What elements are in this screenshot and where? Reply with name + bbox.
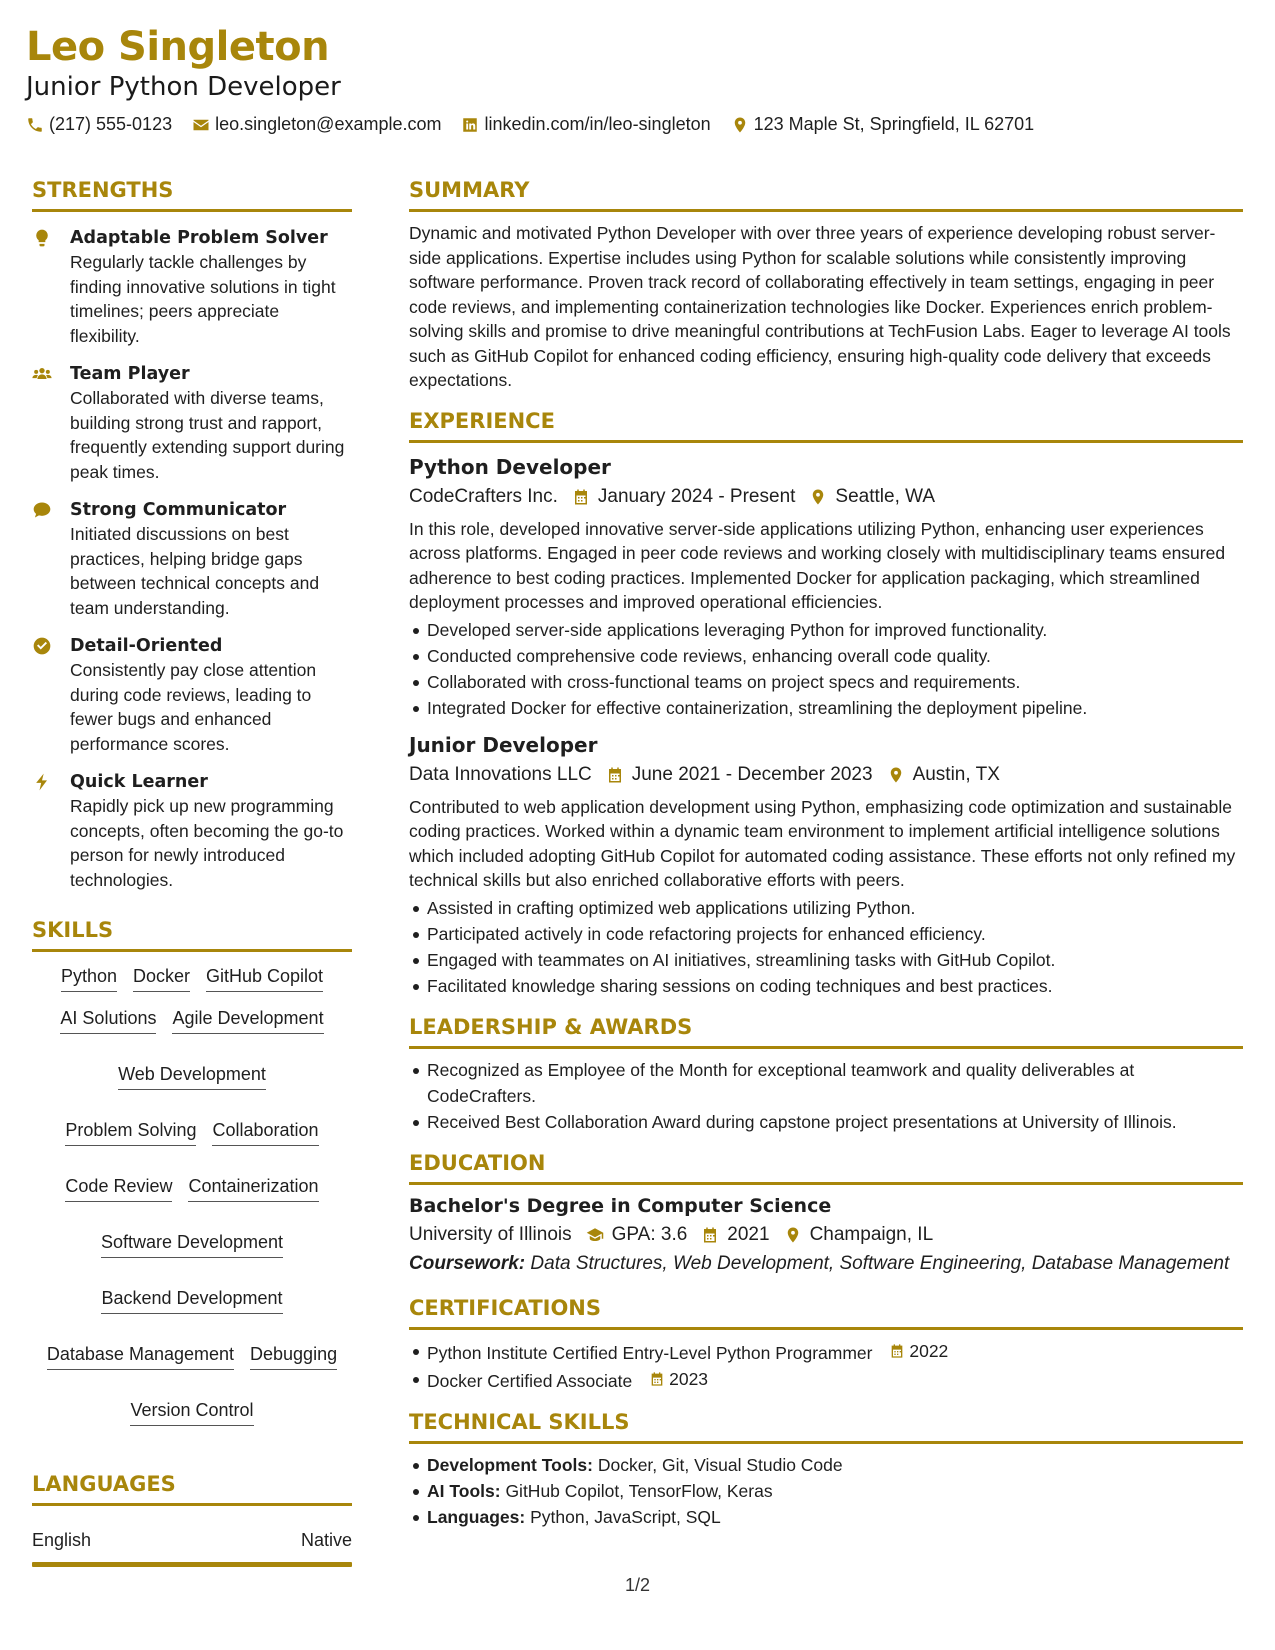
technical-skills-list	[409, 1452, 1243, 1530]
education-meta	[409, 1221, 1243, 1249]
email-text[interactable]: leo.singleton@example.com	[215, 114, 442, 134]
gpa: GPA: 3.6	[611, 1223, 688, 1245]
contact-linkedin[interactable]	[461, 114, 710, 135]
job-meta	[409, 761, 1243, 789]
skill-tag: Collaboration	[212, 1118, 318, 1146]
language-name: English	[32, 1530, 92, 1550]
map-pin-icon	[784, 1226, 802, 1244]
skill-tag: AI Solutions	[60, 1006, 156, 1034]
education-heading: EDUCATION	[409, 1149, 1243, 1185]
skill-tag: Backend Development	[101, 1286, 282, 1314]
phone-text: (217) 555-0123	[49, 114, 173, 134]
contact-address	[731, 114, 1035, 135]
skill-tag: Agile Development	[172, 1006, 323, 1034]
list-item	[409, 1366, 1243, 1394]
calendar-icon	[649, 1371, 665, 1387]
calendar-icon	[889, 1343, 905, 1359]
skills-list	[32, 964, 352, 1426]
strength-title: Strong Communicator	[70, 500, 287, 520]
school-location: Champaign, IL	[809, 1223, 934, 1245]
cert-date	[889, 1338, 948, 1364]
page-number: 1/2	[624, 1575, 651, 1595]
skill-tag: Software Development	[101, 1230, 283, 1258]
lightbulb-icon	[32, 228, 52, 248]
strength-item	[32, 498, 352, 620]
strength-title: Adaptable Problem Solver	[70, 228, 328, 248]
list-item: Collaborated with cross-functional teams on project specs and requirements.	[409, 669, 1243, 695]
cert-name: Python Institute Certified Entry-Level Python Programmer	[427, 1342, 873, 1363]
skill-tag: Code Review	[65, 1174, 172, 1202]
language-level: Native	[300, 1530, 352, 1550]
skill-tag: Docker	[133, 964, 190, 992]
experience-heading: EXPERIENCE	[409, 407, 1243, 443]
list-item: Engaged with teammates on AI initiatives, streamlining tasks with GitHub Copilot.	[409, 947, 1243, 973]
linkedin-text[interactable]: linkedin.com/in/leo-singleton	[484, 114, 711, 134]
strength-item	[32, 634, 352, 756]
list-item	[409, 1338, 1243, 1366]
list-item: Conducted comprehensive code reviews, enhancing overall code quality.	[409, 643, 1243, 669]
list-item: Received Best Collaboration Award during capstone project presentations at University of Illinois.	[409, 1109, 1243, 1135]
contact-bar	[26, 114, 1246, 135]
skill-tag: GitHub Copilot	[206, 964, 323, 992]
job-description: In this role, developed innovative server-side applications utilizing Python, enhancing user experiences across platforms. Engaged in peer code reviews and working closely with multidisciplinary teams ensured adherence to best coding practices. Implemented Docker for application packaging, which streamlined deployment processes and improved operational efficiencies.	[409, 518, 1226, 612]
envelope-icon	[192, 116, 210, 134]
strength-desc: Regularly tackle challenges by finding innovative solutions in tight timelines; peers appreciate flexibility.	[70, 252, 336, 346]
skill-tag: Debugging	[250, 1342, 337, 1370]
strength-item	[32, 770, 352, 892]
candidate-name: Leo Singleton	[26, 24, 330, 70]
job-bullets	[409, 895, 1243, 999]
job-bullets	[409, 617, 1243, 721]
strength-desc: Collaborated with diverse teams, building strong trust and rapport, frequently extending support during peak times.	[70, 388, 345, 482]
list-item: Recognized as Employee of the Month for exceptional teamwork and quality deliverables at CodeCrafters.	[409, 1057, 1243, 1109]
skills-heading: SKILLS	[32, 916, 352, 952]
tech-skill-value: GitHub Copilot, TensorFlow, Keras	[505, 1480, 773, 1501]
technical-skills-heading: TECHNICAL SKILLS	[409, 1408, 1243, 1444]
leadership-heading: LEADERSHIP & AWARDS	[409, 1013, 1243, 1049]
cert-year: 2022	[909, 1340, 949, 1361]
list-item: Assisted in crafting optimized web applications utilizing Python.	[409, 895, 1243, 921]
job-position: Junior Developer	[409, 732, 598, 757]
language-proficiency-bar	[32, 1562, 352, 1567]
contact-email[interactable]	[192, 114, 441, 135]
map-pin-icon	[809, 488, 827, 506]
bolt-icon	[32, 772, 52, 792]
list-item	[409, 1504, 1243, 1530]
strength-title: Team Player	[70, 364, 190, 384]
strength-desc: Rapidly pick up new programming concepts, often becoming the go-to person for newly introduced technologies.	[70, 796, 344, 890]
strength-desc: Consistently pay close attention during code reviews, leading to fewer bugs and enhanced performance scores.	[70, 660, 317, 754]
map-pin-icon	[887, 766, 905, 784]
linkedin-icon	[461, 116, 479, 134]
users-icon	[32, 364, 52, 384]
cert-year: 2023	[669, 1368, 709, 1389]
school-name: University of Illinois	[409, 1223, 572, 1245]
list-item: Facilitated knowledge sharing sessions on coding techniques and best practices.	[409, 973, 1243, 999]
cert-name: Docker Certified Associate	[427, 1370, 633, 1391]
strength-desc: Initiated discussions on best practices, helping bridge gaps between technical concepts and team understanding.	[70, 524, 320, 618]
calendar-icon	[572, 488, 590, 506]
comment-icon	[32, 500, 52, 520]
tech-skill-value: Python, JavaScript, SQL	[530, 1506, 721, 1527]
list-item	[409, 1478, 1243, 1504]
left-column	[32, 176, 352, 1567]
job-title: Junior Python Developer	[26, 72, 341, 102]
right-column	[409, 176, 1243, 1530]
address-text: 123 Maple St, Springfield, IL 62701	[753, 114, 1035, 134]
graduation-cap-icon	[586, 1226, 604, 1244]
skill-tag: Containerization	[188, 1174, 318, 1202]
phone-icon	[26, 116, 44, 134]
job-location: Austin, TX	[912, 763, 1000, 785]
certifications-heading: CERTIFICATIONS	[409, 1294, 1243, 1330]
strength-item	[32, 226, 352, 348]
job-location: Seattle, WA	[835, 485, 936, 507]
check-circle-icon	[32, 636, 52, 656]
map-pin-icon	[731, 116, 749, 134]
job-dates: January 2024 - Present	[597, 485, 796, 507]
summary-text: Dynamic and motivated Python Developer with over three years of experience developing robust server-side applications. Expertise includes using Python for scalable solutions while consistently improving software performance. Proven track record of collaborating effectively in team settings, engaging in peer code reviews, and implementing containerization technologies like Docker. Experiences enrich problem-solving skills and promise to drive meaningful contributions at TechFusion Labs. Eager to leverage AI tools such as GitHub Copilot for enhanced coding efficiency, ensuring high-quality code delivery that exceeds expectations.	[409, 223, 1231, 390]
degree-title: Bachelor's Degree in Computer Science	[409, 1194, 832, 1217]
list-item	[409, 1452, 1243, 1478]
job-meta	[409, 483, 1243, 511]
strength-title: Detail-Oriented	[70, 636, 223, 656]
job-company: CodeCrafters Inc.	[409, 485, 558, 507]
strength-item	[32, 362, 352, 484]
certifications-list	[409, 1338, 1243, 1394]
contact-phone	[26, 114, 172, 135]
languages-heading: LANGUAGES	[32, 1470, 352, 1506]
summary-heading: SUMMARY	[409, 176, 1243, 212]
skill-tag: Problem Solving	[65, 1118, 196, 1146]
job-description: Contributed to web application development using Python, emphasizing code optimization and sustainable coding practices. Worked within a dynamic team environment to implement artificial intelligence solutions which included adopting GitHub Copilot for automated coding assistance. These efforts not only refined my technical skills but also enriched collaborative efforts with peers.	[409, 796, 1236, 890]
leadership-list	[409, 1057, 1243, 1135]
skill-tag: Python	[61, 964, 117, 992]
list-item: Integrated Docker for effective containerization, streamlining the deployment pipeline.	[409, 695, 1243, 721]
list-item: Developed server-side applications leveraging Python for improved functionality.	[409, 617, 1243, 643]
graduation-year: 2021	[727, 1223, 770, 1245]
language-row	[32, 1528, 352, 1552]
tech-skill-label: AI Tools:	[427, 1480, 501, 1501]
job-company: Data Innovations LLC	[409, 763, 592, 785]
skill-tag: Web Development	[118, 1062, 266, 1090]
resume-header	[26, 22, 1246, 135]
tech-skill-label: Development Tools:	[427, 1454, 593, 1475]
skill-tag: Database Management	[47, 1342, 234, 1370]
calendar-icon	[701, 1226, 719, 1244]
coursework-label: Coursework:	[409, 1252, 526, 1274]
skill-tag: Version Control	[130, 1398, 253, 1426]
job-position: Python Developer	[409, 454, 611, 479]
coursework-text: Data Structures, Web Development, Software Engineering, Database Management	[530, 1252, 1230, 1274]
strengths-heading: STRENGTHS	[32, 176, 352, 212]
tech-skill-value: Docker, Git, Visual Studio Code	[597, 1454, 843, 1475]
list-item: Participated actively in code refactoring projects for enhanced efficiency.	[409, 921, 1243, 947]
calendar-icon	[606, 766, 624, 784]
job-dates: June 2021 - December 2023	[631, 763, 873, 785]
cert-date	[649, 1366, 708, 1392]
tech-skill-label: Languages:	[427, 1506, 526, 1527]
coursework	[409, 1251, 1243, 1276]
strength-title: Quick Learner	[70, 772, 208, 792]
